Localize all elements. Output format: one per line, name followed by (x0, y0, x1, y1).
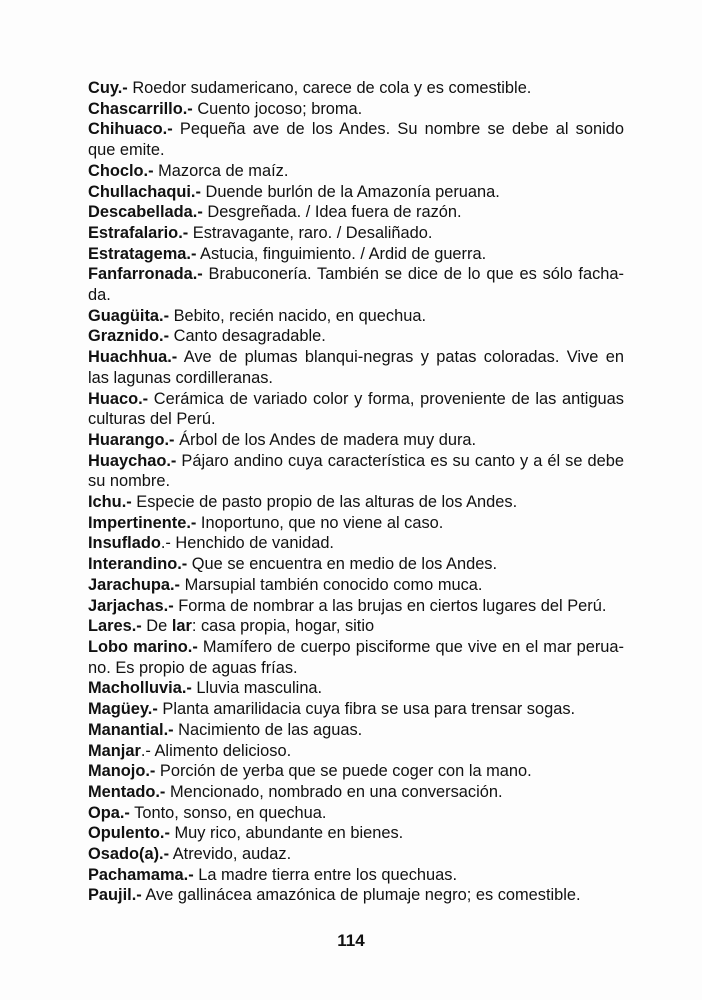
glossary-entry (88, 119, 624, 160)
entry-term: Descabellada.- (88, 203, 203, 222)
entry-term: Manjar (88, 741, 141, 760)
entry-definition: Muy rico, abundante en bienes. (169, 824, 404, 843)
entry-definition: Atrevido, audaz. (169, 845, 292, 864)
entry-definition: Canto desagradable. (169, 327, 326, 346)
entry-definition: Bebito, recién nacido, en quechua. (169, 306, 427, 325)
entry-term: Estratagema.- (88, 244, 197, 263)
entry-term: Ichu.- (88, 493, 132, 512)
entry-term: Osado(a).- (88, 845, 170, 864)
entry-term: Opulento.- (88, 824, 170, 843)
entry-definition: Forma de nombrar a las brujas en ciertos lugares del Perú. (173, 596, 607, 615)
entry-definition: Nacimiento de las aguas. (173, 720, 363, 739)
glossary-entry (88, 182, 624, 203)
entry-term: Huaychao.- (88, 451, 177, 470)
entry-definition: Especie de pasto propio de las alturas de los Andes. (131, 493, 518, 512)
entry-term: Huachhua.- (88, 348, 178, 367)
glossary-entry (88, 451, 624, 492)
glossary-entry (88, 678, 624, 699)
entry-term: Lobo marino.- (88, 637, 198, 656)
glossary-entry (88, 492, 624, 513)
entry-definition: Roedor sudamericano, carece de cola y es comestible. (127, 79, 532, 97)
entry-definition: Árbol de los Andes de madera muy dura. (174, 430, 477, 449)
glossary-entry (88, 761, 624, 782)
glossary-entry (88, 637, 624, 678)
glossary-entry (88, 741, 624, 762)
entry-term: Interandino.- (88, 555, 188, 574)
entry-term: Huaco.- (88, 389, 149, 408)
entry-definition: Duende burlón de la Amazonía peruana. (200, 182, 500, 201)
entry-definition: La madre tierra entre los quechuas. (193, 865, 457, 884)
entry-definition: Mazorca de maíz. (153, 161, 289, 180)
entry-term: Chascarrillo.- (88, 99, 193, 118)
entry-term: Insuflado (88, 534, 161, 553)
entry-term: Chihuaco.- (88, 120, 173, 139)
entry-term: Macholluvia.- (88, 679, 192, 698)
entry-definition: Brabuconería. También se dice de lo que es sólo facha-da. (88, 265, 624, 305)
entry-definition: Ave de plumas blanqui-negras y patas coloradas. Vive en las lagunas cordilleranas. (88, 348, 624, 387)
entry-term: Graznido.- (88, 327, 170, 346)
glossary-entry (88, 326, 624, 347)
entry-term: Guagüita.- (88, 306, 170, 325)
glossary-entry (88, 202, 624, 223)
glossary-entry (88, 306, 624, 327)
entry-term: Huarango.- (88, 430, 175, 449)
glossary-entry (88, 575, 624, 596)
entry-term: Manantial.- (88, 720, 174, 739)
entry-definition: Planta amarilidacia cuya fibra se usa para trensar sogas. (157, 700, 576, 719)
glossary-entry (88, 865, 624, 886)
entry-term: Jarjachas.- (88, 596, 174, 615)
glossary-entry (88, 699, 624, 720)
entry-definition: De (141, 617, 172, 636)
glossary-entry (88, 99, 624, 120)
glossary-entry (88, 885, 624, 906)
glossary-entry (88, 161, 624, 182)
entry-definition: Cuento jocoso; broma. (192, 99, 363, 118)
entry-term: Manojo.- (88, 762, 156, 781)
entry-inline-term: lar (171, 617, 192, 636)
glossary-entry (88, 223, 624, 244)
glossary-entry (88, 823, 624, 844)
entry-definition: Astucia, finguimiento. / Ardid de guerra. (196, 244, 487, 263)
entry-term: Chullachaqui.- (88, 182, 201, 201)
glossary-entry (88, 244, 624, 265)
glossary-entry (88, 533, 624, 554)
glossary-entry (88, 782, 624, 803)
entry-definition: Cerámica de variado color y forma, proveniente de las antiguas culturas del Perú. (88, 389, 624, 429)
entry-definition: Que se encuentra en medio de los Andes. (187, 555, 498, 574)
glossary-entry (88, 803, 624, 824)
page-number: 114 (337, 931, 365, 950)
entry-term: Fanfarronada.- (88, 265, 203, 284)
entry-definition: Ave gallinácea amazónica de plumaje negro; es comestible. (141, 886, 581, 905)
entry-definition-continued: : casa propia, hogar, sitio (191, 617, 375, 636)
entry-definition: Desgreñada. / Idea fuera de razón. (202, 203, 462, 222)
glossary-entry (88, 596, 624, 617)
entry-definition: Mamífero de cuerpo pisciforme que vive en el mar perua-no. Es propio de aguas frías. (88, 637, 624, 677)
entry-definition: Pájaro andino cuya característica es su canto y a él se debe su nombre. (88, 451, 624, 491)
entry-definition: Lluvia masculina. (191, 679, 323, 698)
entry-term: Impertinente.- (88, 513, 197, 532)
glossary-entry (88, 430, 624, 451)
entry-term: Magüey.- (88, 700, 158, 719)
entry-definition: Estravagante, raro. / Desaliñado. (188, 223, 433, 242)
glossary-list (88, 78, 624, 906)
entry-definition: Pequeña ave de los Andes. Su nombre se debe al sonido que emite. (88, 120, 624, 160)
entry-term: Choclo.- (88, 161, 154, 180)
entry-term: Estrafalario.- (88, 223, 189, 242)
glossary-entry (88, 554, 624, 575)
entry-term: Lares.- (88, 617, 142, 636)
glossary-entry (88, 78, 624, 99)
entry-term: Paujil.- (88, 886, 142, 905)
entry-definition: Porción de yerba que se puede coger con la mano. (155, 762, 532, 781)
glossary-entry (88, 844, 624, 865)
entry-definition: Mencionado, nombrado en una conversación. (165, 782, 503, 801)
entry-term: Opa.- (88, 803, 130, 822)
glossary-entry (88, 347, 624, 388)
entry-definition: Marsupial también conocido como muca. (180, 575, 483, 594)
entry-term: Pachamama.- (88, 865, 194, 884)
glossary-entry (88, 513, 624, 534)
entry-definition: .- Henchido de vanidad. (160, 534, 334, 553)
glossary-entry (88, 264, 624, 305)
entry-term: Jarachupa.- (88, 575, 181, 594)
entry-definition: Tonto, sonso, en quechua. (129, 803, 327, 822)
entry-term: Mentado.- (88, 782, 166, 801)
glossary-entry (88, 389, 624, 430)
glossary-entry (88, 720, 624, 741)
entry-definition: .- Alimento delicioso. (140, 741, 292, 760)
entry-definition: Inoportuno, que no viene al caso. (196, 513, 444, 532)
glossary-entry (88, 616, 624, 637)
entry-term: Cuy.- (88, 79, 128, 97)
